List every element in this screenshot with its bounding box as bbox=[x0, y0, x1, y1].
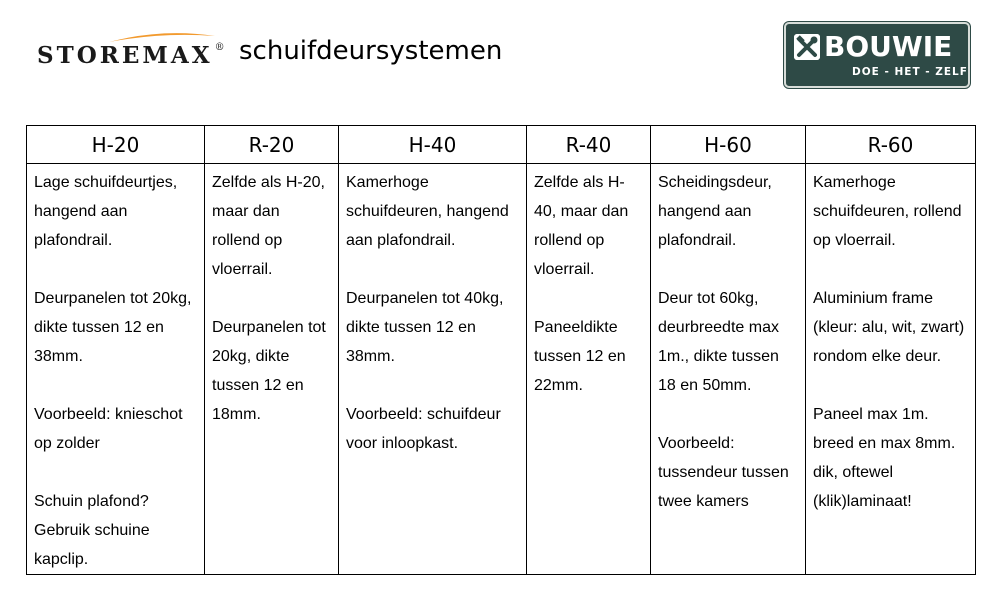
brand-name: STOREMAX bbox=[37, 42, 213, 69]
bouwie-name: BOUWIE bbox=[824, 30, 953, 63]
cell-paragraph: Schuin plafond? Gebruik schuine kapclip. bbox=[34, 493, 150, 568]
systems-table bbox=[26, 125, 976, 575]
cell-paragraph: Deurpanelen tot 40kg, dikte tussen 12 en 38mm. bbox=[346, 290, 504, 365]
cell-paragraph: Voorbeeld: tussendeur tussen twee kamers bbox=[658, 435, 789, 510]
column-header-h20: H-20 bbox=[27, 126, 205, 164]
cell-paragraph: Paneel max 1m. breed en max 8mm. dik, oftewel (klik)laminaat! bbox=[813, 406, 956, 510]
storemax-wordmark bbox=[37, 42, 225, 69]
cell-paragraph: Deurpanelen tot 20kg, dikte tussen 12 en 38mm. bbox=[34, 290, 192, 365]
cell-paragraph: Zelfde als H-20, maar dan rollend op vloerrail. bbox=[212, 174, 325, 278]
column-header-h40: H-40 bbox=[339, 126, 527, 164]
cell-paragraph: Kamerhoge schuifdeuren, rollend op vloerrail. bbox=[813, 174, 962, 249]
cell-paragraph: Scheidingsdeur, hangend aan plafondrail. bbox=[658, 174, 772, 249]
column-header-r40: R-40 bbox=[527, 126, 651, 164]
page-title: schuifdeursystemen bbox=[239, 36, 503, 66]
cell-paragraph: Voorbeeld: knieschot op zolder bbox=[34, 406, 183, 452]
cell-paragraph: Aluminium frame (kleur: alu, wit, zwart) rondom elke deur. bbox=[813, 290, 965, 365]
cell-paragraph: Zelfde als H-40, maar dan rollend op vloerrail. bbox=[534, 174, 629, 278]
cell-r60 bbox=[806, 164, 976, 575]
column-header-r20: R-20 bbox=[205, 126, 339, 164]
cell-paragraph: Paneeldikte tussen 12 en 22mm. bbox=[534, 319, 626, 394]
cell-paragraph: Kamerhoge schuifdeuren, hangend aan plafondrail. bbox=[346, 174, 509, 249]
cell-h20 bbox=[27, 164, 205, 575]
tools-icon bbox=[794, 34, 820, 60]
cell-paragraph: Deur tot 60kg, deurbreedte max 1m., dikte tussen 18 en 50mm. bbox=[658, 290, 779, 394]
cell-h60 bbox=[651, 164, 806, 575]
column-header-r60: R-60 bbox=[806, 126, 976, 164]
cell-r40 bbox=[527, 164, 651, 575]
cell-h40 bbox=[339, 164, 527, 575]
cell-paragraph: Lage schuifdeurtjes, hangend aan plafondrail. bbox=[34, 174, 178, 249]
column-header-h60: H-60 bbox=[651, 126, 806, 164]
cell-paragraph: Voorbeeld: schuifdeur voor inloopkast. bbox=[346, 406, 501, 452]
bouwie-tagline: DOE - HET - ZELF bbox=[852, 66, 968, 78]
page-header bbox=[0, 0, 996, 110]
registered-mark: ® bbox=[214, 42, 225, 53]
cell-r20 bbox=[205, 164, 339, 575]
table-header-row bbox=[27, 126, 976, 164]
cell-paragraph: Deurpanelen tot 20kg, dikte tussen 12 en 18mm. bbox=[212, 319, 326, 423]
bouwie-logo bbox=[784, 22, 970, 88]
table-row bbox=[27, 164, 976, 575]
storemax-logo bbox=[37, 30, 227, 74]
